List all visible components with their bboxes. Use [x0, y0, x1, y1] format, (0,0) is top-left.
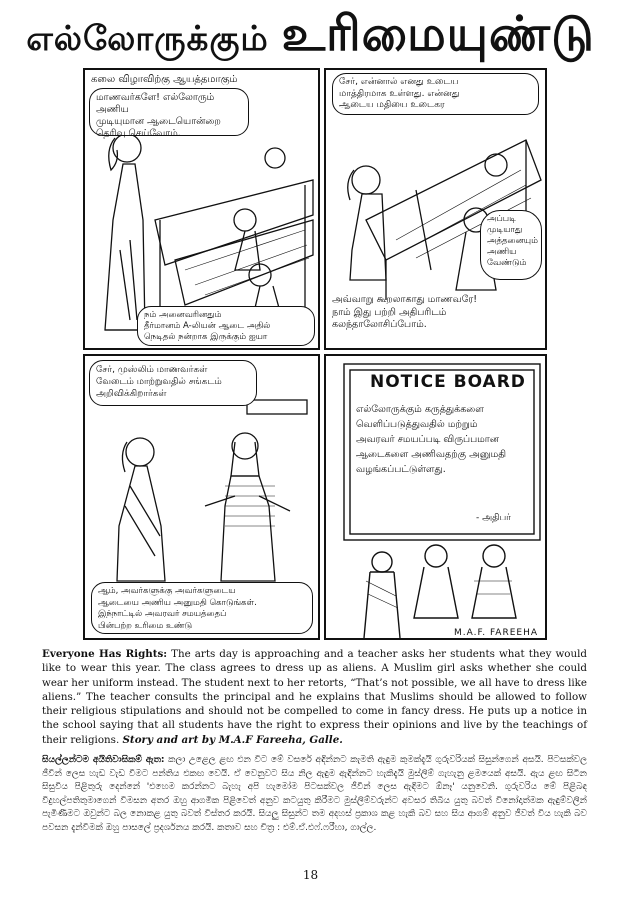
page-title	[0, 6, 621, 62]
bubble-line: ஆடையை அணிய அனுமதி கொடுங்கள்.	[98, 597, 257, 608]
bubble-line: அத்தனையும்	[487, 236, 538, 246]
bubble-line: மாத்திரமாக உள்ளது. என்னது	[339, 88, 460, 99]
page-number: 18	[302, 868, 319, 882]
caption-line: கலந்தாலோசிப்போம்.	[332, 319, 427, 330]
bubble-line: இந்நாட்டில் அவரவர் சமயத்தைப்	[98, 609, 227, 619]
bubble-line: வேடைம் மாற்றுவதில் சங்கடம்	[96, 377, 222, 387]
artist-credit: M.A.F. FAREEHA	[454, 628, 538, 638]
bubble-line: ஆடைய மதியை உடைகர	[339, 100, 445, 110]
english-description	[42, 647, 587, 747]
bubble-line: அப்படி	[487, 214, 516, 224]
english-body: The arts day is approaching and a teacher asks her students what they would like to wear this year. The class agrees to dress up as aliens. A Muslim girl asks whether she could wear her uniform instead. The student next to her retorts, “That’s not possible, we all have to dress like aliens.” The teacher consults the principal and he explains that Muslims should be allowed to follow their religious stipulations and should not be compelled to come in fancy dress. He puts up a notice in the school saying that all students have the right to express their opinions and live by the teachings of their religions.	[42, 648, 587, 746]
notice-board-title: NOTICE BOARD	[370, 372, 526, 392]
comic-panel-4	[324, 354, 547, 640]
title-part-2: உரிமையுண்டு	[281, 6, 595, 62]
panel-2-speech-bubble	[332, 73, 539, 115]
notice-line: வழங்கப்பட்டுள்ளது.	[356, 464, 446, 475]
bubble-line: ஆம், அவர்களுக்கு அவர்களுடைய	[98, 586, 236, 596]
panel-2-caption	[332, 294, 532, 332]
notice-signature: - அதிபர்	[476, 513, 511, 523]
notice-text	[356, 402, 534, 477]
bubble-line: சேர், முஸ்லிம் மாணவர்கள்	[96, 365, 208, 375]
bubble-line: பின்பற்ற உரிமை உண்டு	[98, 620, 193, 631]
bubble-line: தீர்மானம் A-லியன் ஆடை அதில்	[144, 321, 271, 331]
caption-line: நாம் இது பற்றி அதிபரிடம்	[332, 306, 447, 318]
title-part-1: எல்லோருக்கும்	[26, 19, 269, 59]
notice-line: அவரவர் சமயப்படி விருப்பமான	[356, 434, 499, 445]
panel-1-bottom-bubble	[137, 306, 315, 346]
comic-panel-3	[83, 354, 320, 640]
comic-panel-1	[83, 68, 320, 350]
sinhala-heading: සියල්ලන්ටම අයිතිවාසිකම් ඇත:	[42, 755, 165, 765]
english-heading: Everyone Has Rights:	[42, 648, 168, 660]
bubble-line: நம் அனைவரினதும்	[144, 310, 222, 320]
bubble-line: தெரிவு செய்வோம்.	[96, 128, 181, 139]
sinhala-credit: කතාව සහ චිත්‍ර : එම්.ඒ.එෆ්.ෆරීහා, ගාල්ල.	[217, 822, 377, 833]
panel-3-caption-bubble	[91, 582, 313, 634]
bubble-line: மாணவர்களே! எல்லோரும் அணிய	[96, 92, 215, 115]
panel-2-side-bubble	[480, 210, 542, 280]
notice-line: வெளிப்படுத்துவதில் மற்றும்	[356, 419, 478, 430]
caption-line: அவ்வாறு கூறலாகாது மாணவரே!	[332, 294, 478, 305]
english-credit: Story and art by M.A.F Fareeha, Galle.	[122, 733, 343, 746]
notice-line: ஆடைகளை அணிவதற்கு அனுமதி	[356, 449, 507, 460]
sinhala-body: කලා උළෙල ළඟ එන විට මේ වසරේ අඳින්නට කැමති ඇඳුම කුමක්දැයි ගුරුවරියක් සිසුන්ගෙන් අසයි. පිටසක්වල ජීවීන් ලෙස හැඩ වැඩ වීමට පන්තිය එකඟ වෙයි. ඒ වෙනුවට සිය නිල ඇඳුම ඇඳින්නට හැකිදැයි මුස්ලිම් ගැහැනු ළමයෙක් අසයි. ඇය ළඟ සිටින සිසුවිය පිළිතුරු දෙන්නේ 'එහෙම කරන්නට බැහැ අපි හැමෝම පිටසක්වල ජීවීන් ලෙස ඇඳිමට ඕනෑ' යනුවෙනි. ගුරුවරිය මේ පිළිබඳ විදුහල්පතිතුමාගෙන් විමසන අතර ඔහු ආගමික පිළිවෙත් අනුව කටයුතු කිරීමට මුස්ලිම්වරුන්ට අවසර තිබිය යුතු බවත් විනෝදාත්මක ඇඳුම්වලින් පැමිණීමට ඔවුන්ට බල නොකළ යුතු බවත් විස්තර කරයි. සියලු සිසුන්ට තම අදහස් ප්‍රකාශ කළ හැකි බව සහ සිය ආගම් අනුව ජීවත් විය හැකි බව පවසන දැන්වීමක් ඔහු පාසලේ ප්‍රදර්ශනය කරයි.	[42, 755, 587, 833]
bubble-line: சேர், என்னால் எனது உடைய	[339, 77, 459, 87]
bubble-line: அணிய வேண்டும்	[487, 247, 527, 268]
sinhala-description	[42, 754, 587, 835]
bubble-line: அறிவிக்கிறார்கள்	[96, 389, 167, 399]
comic-panel-2	[324, 68, 547, 350]
panel-4-illustration	[326, 356, 545, 638]
panel-1-top-caption: கலை விழாவிற்கு ஆயத்தமாகும்	[91, 74, 238, 85]
notice-line: எல்லோருக்கும் கருத்துக்களை	[356, 404, 484, 415]
bubble-line: நெடிதல் நன்றாக இருக்கும் ஐயா	[144, 332, 268, 342]
panel-1-speech-bubble	[89, 88, 249, 139]
bubble-line: முடியுமான ஆடையொன்றை	[96, 116, 221, 127]
bubble-line: முடியாது	[487, 225, 523, 235]
panel-3-speech-bubble	[89, 360, 257, 406]
